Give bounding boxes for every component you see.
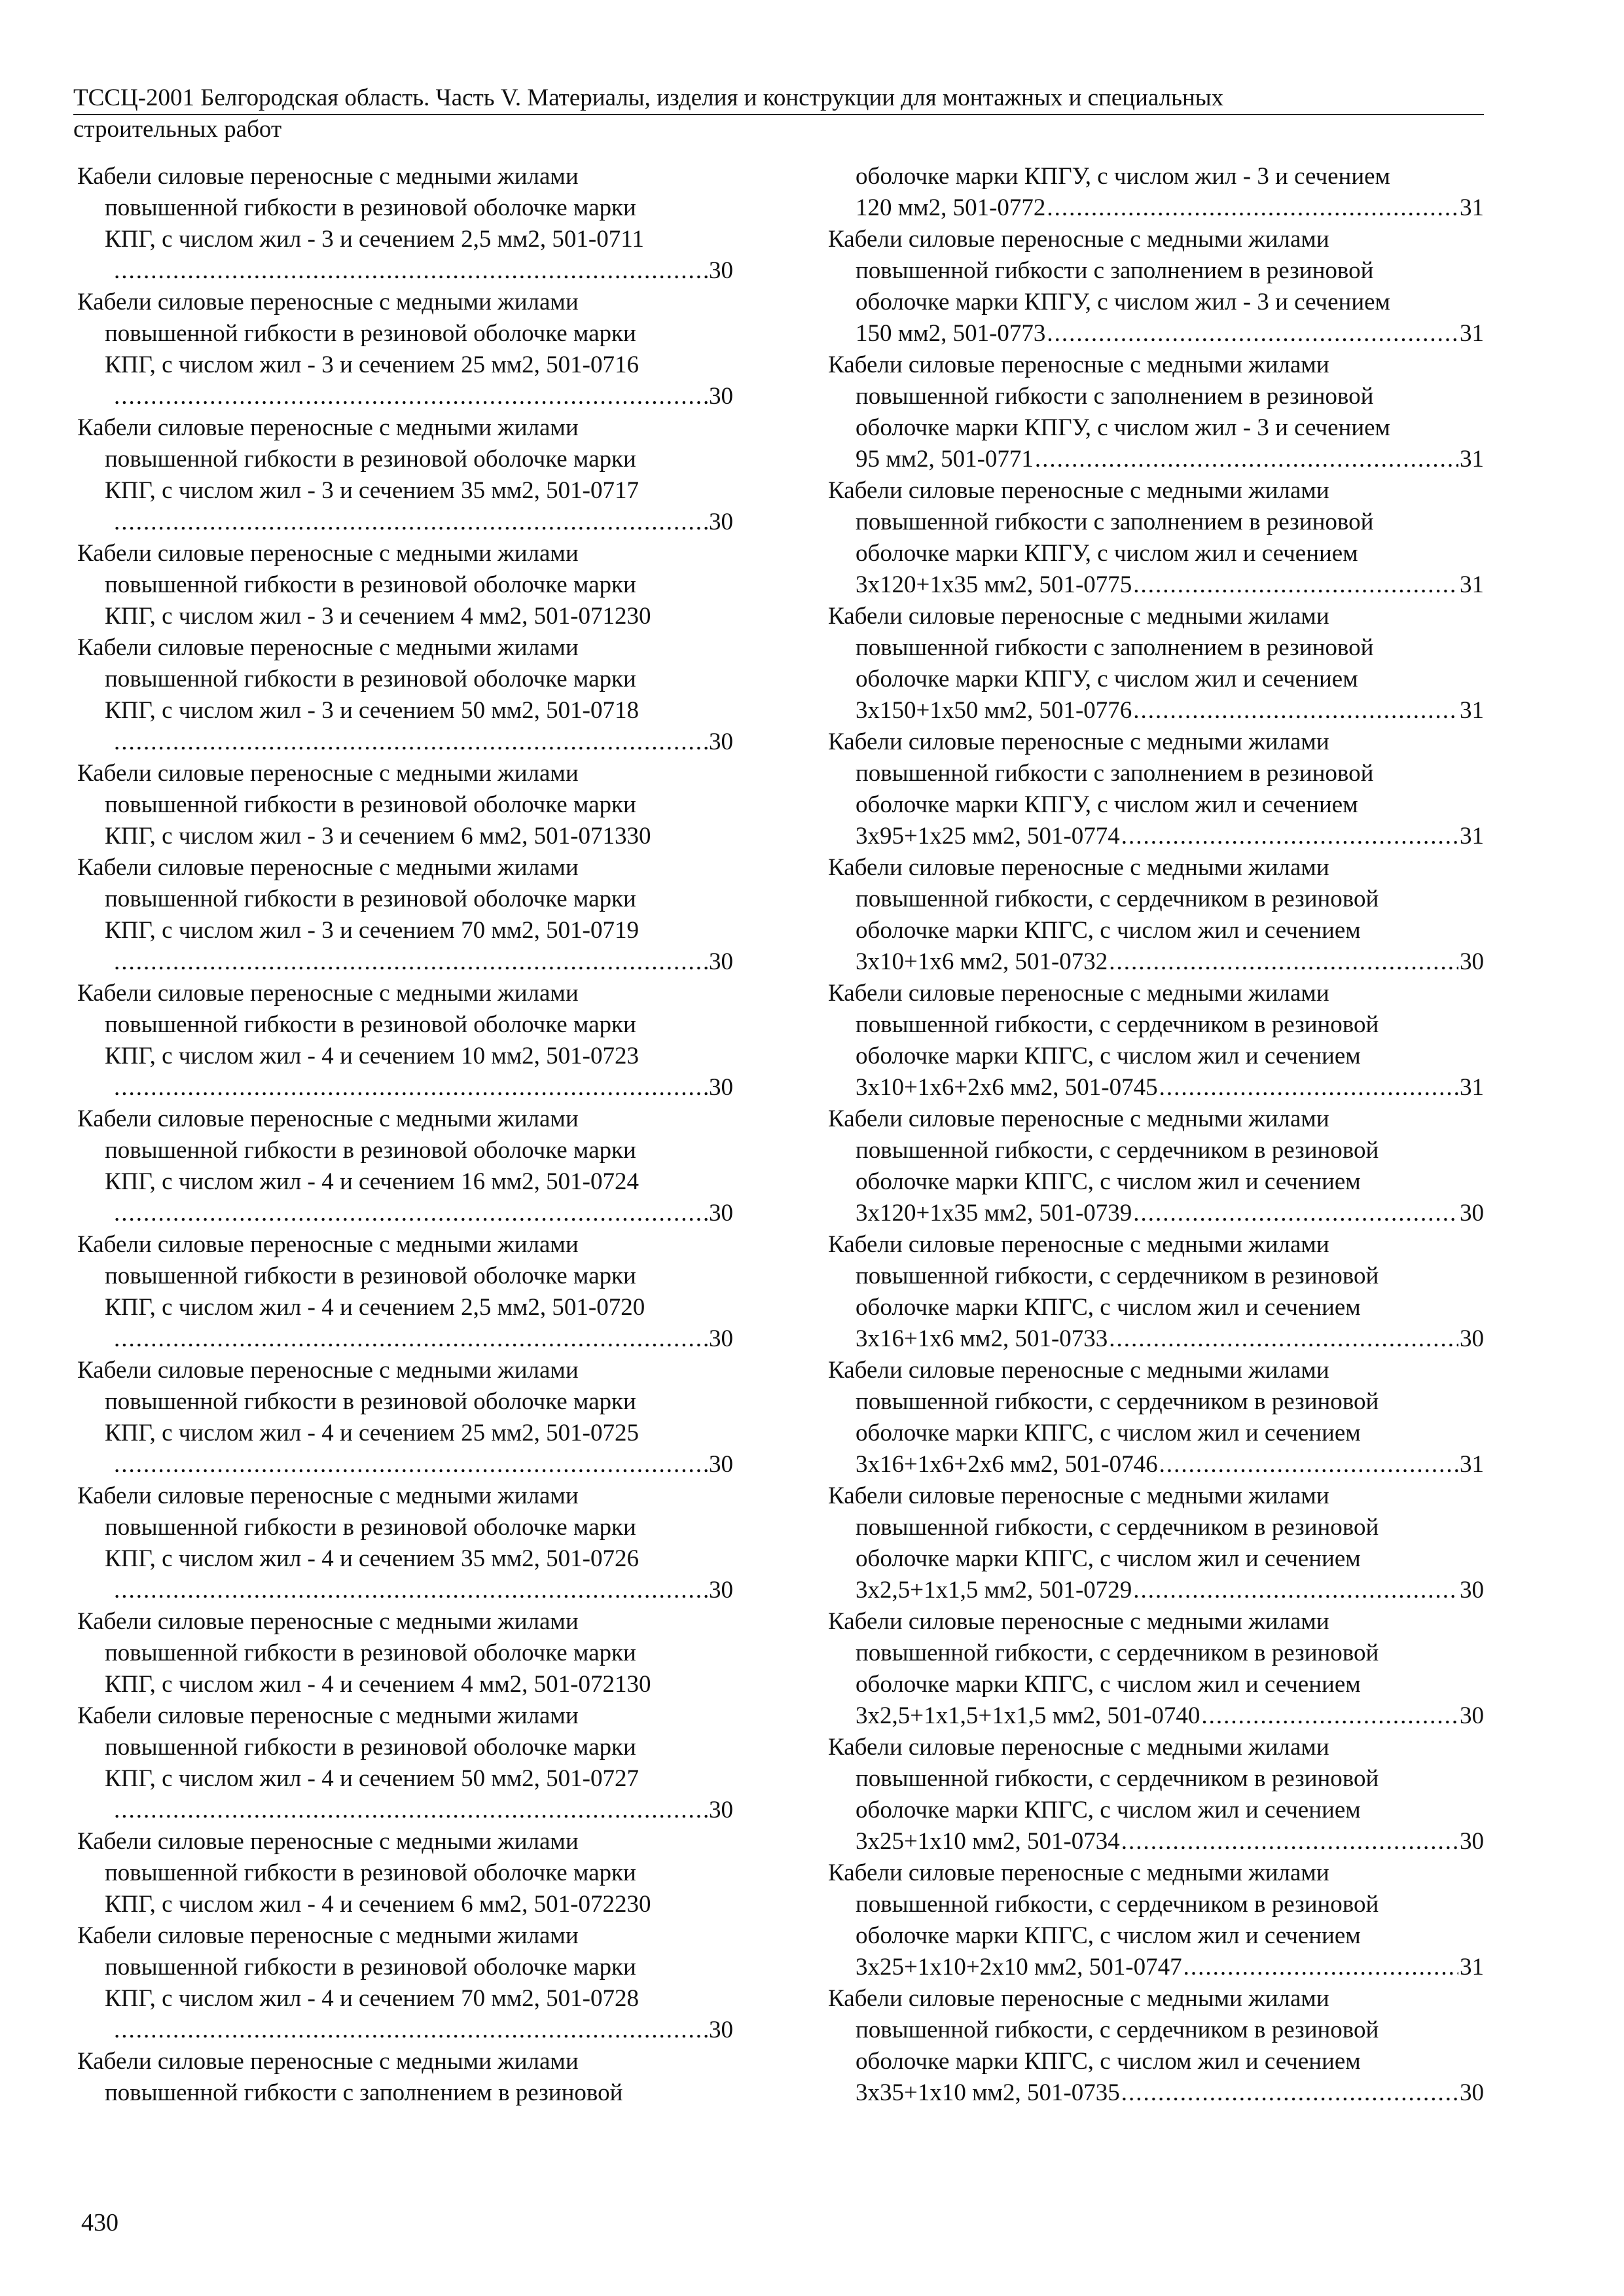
- entry-text-line: КПГ, с числом жил - 4 и сечением 25 мм2, 501-0725: [105, 1420, 639, 1446]
- dot-leader: [1109, 946, 1458, 978]
- entry-text-line: повышенной гибкости в резиновой оболочке марки: [105, 446, 636, 473]
- entry-leader-line: [828, 1449, 1484, 1480]
- index-entry: [77, 287, 733, 412]
- index-entry: [77, 1103, 733, 1229]
- entry-text-line: повышенной гибкости в резиновой оболочке марки: [105, 571, 636, 598]
- dot-leader: [114, 1575, 708, 1606]
- entry-text-line: 95 мм2, 501-0771: [856, 446, 1034, 473]
- entry-page-number: 30: [709, 383, 733, 410]
- index-entry: [77, 852, 733, 978]
- index-entry: [828, 1983, 1484, 2109]
- index-entry: [828, 978, 1484, 1103]
- entry-text-line: повышенной гибкости в резиновой оболочке марки: [105, 1514, 636, 1541]
- dot-leader: [1121, 821, 1458, 852]
- entry-text-line: Кабели силовые переносные с медными жилами: [77, 1357, 579, 1384]
- entry-text-line: 3х25+1х10+2х10 мм2, 501-0747: [856, 1954, 1182, 1981]
- header-title-line-2: строительных работ: [73, 116, 282, 143]
- index-entry: [77, 412, 733, 538]
- dot-leader: [1121, 1826, 1458, 1857]
- entry-text-line: 120 мм2, 501-0772: [856, 194, 1046, 221]
- entry-text-line: Кабели силовые переносные с медными жилами: [77, 163, 579, 190]
- index-entry: [77, 1229, 733, 1355]
- entry-leader-line: [77, 1795, 733, 1826]
- index-entry: [828, 1480, 1484, 1606]
- entry-leader-line: [828, 1952, 1484, 1983]
- entry-page-number: 30: [709, 1200, 733, 1227]
- entry-text-line: оболочке марки КПГС, с числом жил и сечением: [856, 1797, 1361, 1823]
- dot-leader: [1183, 1952, 1458, 1983]
- entry-text-line: Кабели силовые переносные с медными жилами: [77, 980, 579, 1007]
- page-number: 430: [81, 2209, 118, 2236]
- entry-text-line: оболочке марки КПГУ, с числом жил и сечением: [856, 540, 1358, 567]
- entry-text-line: оболочке марки КПГУ, с числом жил - 3 и сечением: [856, 289, 1390, 315]
- entry-text-line: оболочке марки КПГС, с числом жил и сечением: [856, 1671, 1361, 1698]
- entry-text-line: Кабели силовые переносные с медными жилами: [77, 289, 579, 315]
- entry-text-line: КПГ, с числом жил - 4 и сечением 6 мм2, 501-072230: [105, 1891, 651, 1918]
- index-entry: [828, 1103, 1484, 1229]
- entry-leader-line: [828, 1198, 1484, 1229]
- entry-text-line: повышенной гибкости с заполнением в резиновой: [105, 2079, 623, 2106]
- index-entry: [77, 1606, 733, 1700]
- entry-text-line: КПГ, с числом жил - 3 и сечением 2,5 мм2, 501-0711: [105, 226, 644, 253]
- entry-text-line: повышенной гибкости, с сердечником в резиновой: [856, 1011, 1379, 1038]
- index-entry: [828, 224, 1484, 350]
- entry-text-line: повышенной гибкости в резиновой оболочке марки: [105, 1859, 636, 1886]
- entry-text-line: Кабели силовые переносные с медными жилами: [828, 1985, 1329, 2012]
- entry-text-line: 3х150+1х50 мм2, 501-0776: [856, 697, 1132, 724]
- dot-leader: [114, 1198, 708, 1229]
- entry-page-number: 30: [709, 1451, 733, 1478]
- entry-text-line: оболочке марки КПГС, с числом жил и сечением: [856, 2048, 1361, 2075]
- entry-text-line: повышенной гибкости с заполнением в резиновой: [856, 509, 1374, 535]
- entry-text-line: повышенной гибкости, с сердечником в резиновой: [856, 1765, 1379, 1792]
- entry-text-line: Кабели силовые переносные с медными жилами: [77, 634, 579, 661]
- entry-leader-line: [77, 726, 733, 758]
- entry-text-line: повышенной гибкости с заполнением в резиновой: [856, 760, 1374, 787]
- entry-page-number: 30: [1460, 2079, 1484, 2106]
- dot-leader: [114, 1323, 708, 1355]
- index-entry: [77, 538, 733, 632]
- entry-leader-line: [77, 1449, 733, 1480]
- index-entry: [828, 350, 1484, 475]
- entry-text-line: 3х120+1х35 мм2, 501-0739: [856, 1200, 1132, 1227]
- dot-leader: [114, 2015, 708, 2046]
- entry-text-line: повышенной гибкости, с сердечником в резиновой: [856, 1640, 1379, 1666]
- dot-leader: [1133, 1198, 1458, 1229]
- index-entry: [828, 852, 1484, 978]
- dot-leader: [1121, 2077, 1458, 2109]
- entry-text-line: Кабели силовые переносные с медными жилами: [77, 414, 579, 441]
- entry-page-number: 30: [709, 728, 733, 755]
- entry-leader-line: [77, 381, 733, 412]
- index-entry: [828, 726, 1484, 852]
- entry-leader-line: [828, 821, 1484, 852]
- index-entry: [77, 632, 733, 758]
- entry-page-number: 31: [1460, 697, 1484, 724]
- dot-leader: [114, 726, 708, 758]
- dot-leader: [1047, 192, 1458, 224]
- entry-text-line: 3х35+1х10 мм2, 501-0735: [856, 2079, 1120, 2106]
- entry-text-line: оболочке марки КПГС, с числом жил и сечением: [856, 1545, 1361, 1572]
- index-entry: [828, 1229, 1484, 1355]
- entry-text-line: Кабели силовые переносные с медными жилами: [77, 760, 579, 787]
- entry-text-line: КПГ, с числом жил - 3 и сечением 70 мм2, 501-0719: [105, 917, 639, 944]
- index-entry: [77, 1355, 733, 1480]
- entry-text-line: повышенной гибкости, с сердечником в резиновой: [856, 1891, 1379, 1918]
- index-entry: [77, 978, 733, 1103]
- dot-leader: [1159, 1449, 1458, 1480]
- entry-text-line: Кабели силовые переносные с медными жилами: [77, 1702, 579, 1729]
- entry-leader-line: [828, 569, 1484, 601]
- entry-page-number: 30: [709, 948, 733, 975]
- entry-text-line: Кабели силовые переносные с медными жилами: [77, 1828, 579, 1855]
- entry-text-line: повышенной гибкости с заполнением в резиновой: [856, 383, 1374, 410]
- entry-page-number: 30: [709, 1577, 733, 1604]
- index-entry: [828, 161, 1484, 224]
- entry-text-line: повышенной гибкости в резиновой оболочке марки: [105, 1954, 636, 1981]
- entry-text-line: КПГ, с числом жил - 3 и сечением 35 мм2, 501-0717: [105, 477, 639, 504]
- dot-leader: [1035, 444, 1458, 475]
- entry-leader-line: [828, 318, 1484, 350]
- entry-page-number: 30: [1460, 1200, 1484, 1227]
- entry-text-line: повышенной гибкости с заполнением в резиновой: [856, 257, 1374, 284]
- dot-leader: [114, 1449, 708, 1480]
- entry-text-line: Кабели силовые переносные с медными жилами: [77, 854, 579, 881]
- entry-text-line: повышенной гибкости, с сердечником в резиновой: [856, 1137, 1379, 1164]
- dot-leader: [114, 1795, 708, 1826]
- entry-text-line: повышенной гибкости в резиновой оболочке марки: [105, 1263, 636, 1289]
- entry-text-line: Кабели силовые переносные с медными жилами: [828, 226, 1329, 253]
- dot-leader: [1159, 1072, 1458, 1103]
- entry-leader-line: [828, 695, 1484, 726]
- dot-leader: [1133, 1575, 1458, 1606]
- entry-page-number: 30: [1460, 1702, 1484, 1729]
- entry-page-number: 30: [709, 1797, 733, 1823]
- index-entry: [828, 1732, 1484, 1857]
- entry-text-line: 150 мм2, 501-0773: [856, 320, 1046, 347]
- entry-text-line: Кабели силовые переносные с медными жилами: [77, 1231, 579, 1258]
- entry-text-line: КПГ, с числом жил - 3 и сечением 25 мм2, 501-0716: [105, 351, 639, 378]
- entry-text-line: оболочке марки КПГУ, с числом жил - 3 и сечением: [856, 414, 1390, 441]
- entry-text-line: 3х2,5+1х1,5 мм2, 501-0729: [856, 1577, 1132, 1604]
- entry-text-line: Кабели силовые переносные с медными жилами: [828, 1105, 1329, 1132]
- dot-leader: [114, 255, 708, 287]
- index-entry: [77, 758, 733, 852]
- entry-text-line: оболочке марки КПГС, с числом жил и сечением: [856, 1043, 1361, 1069]
- entry-page-number: 30: [1460, 1577, 1484, 1604]
- entry-page-number: 31: [1460, 1954, 1484, 1981]
- entry-page-number: 31: [1460, 320, 1484, 347]
- entry-text-line: оболочке марки КПГС, с числом жил и сечением: [856, 1294, 1361, 1321]
- entry-text-line: Кабели силовые переносные с медными жилами: [828, 1608, 1329, 1635]
- entry-text-line: Кабели силовые переносные с медными жилами: [77, 1922, 579, 1949]
- entry-leader-line: [828, 1575, 1484, 1606]
- entry-page-number: 30: [709, 2017, 733, 2043]
- index-entry: [77, 1700, 733, 1826]
- entry-text-line: повышенной гибкости, с сердечником в резиновой: [856, 1388, 1379, 1415]
- entry-text-line: повышенной гибкости, с сердечником в резиновой: [856, 886, 1379, 912]
- entry-text-line: 3х10+1х6 мм2, 501-0732: [856, 948, 1108, 975]
- entry-leader-line: [77, 507, 733, 538]
- entry-text-line: КПГ, с числом жил - 4 и сечением 16 мм2, 501-0724: [105, 1168, 639, 1195]
- entry-leader-line: [828, 1072, 1484, 1103]
- entry-text-line: 3х120+1х35 мм2, 501-0775: [856, 571, 1132, 598]
- entry-page-number: 30: [1460, 1325, 1484, 1352]
- index-column-left: [77, 161, 733, 2109]
- entry-leader-line: [77, 1198, 733, 1229]
- entry-text-line: Кабели силовые переносные с медными жилами: [828, 1357, 1329, 1384]
- entry-text-line: повышенной гибкости в резиновой оболочке марки: [105, 1640, 636, 1666]
- entry-page-number: 31: [1460, 446, 1484, 473]
- entry-text-line: повышенной гибкости, с сердечником в резиновой: [856, 1263, 1379, 1289]
- entry-text-line: 3х95+1х25 мм2, 501-0774: [856, 823, 1120, 850]
- entry-text-line: оболочке марки КПГС, с числом жил и сечением: [856, 1922, 1361, 1949]
- entry-text-line: повышенной гибкости в резиновой оболочке марки: [105, 320, 636, 347]
- dot-leader: [114, 946, 708, 978]
- dot-leader: [114, 1072, 708, 1103]
- dot-leader: [1047, 318, 1458, 350]
- entry-text-line: Кабели силовые переносные с медными жилами: [828, 728, 1329, 755]
- entry-leader-line: [77, 946, 733, 978]
- entry-text-line: оболочке марки КПГУ, с числом жил - 3 и сечением: [856, 163, 1390, 190]
- entry-text-line: КПГ, с числом жил - 3 и сечением 50 мм2, 501-0718: [105, 697, 639, 724]
- entry-leader-line: [77, 1072, 733, 1103]
- header-title-line-1: ТССЦ-2001 Белгородская область. Часть V. Материалы, изделия и конструкции для монтажных и специальных: [73, 84, 1484, 115]
- entry-text-line: Кабели силовые переносные с медными жилами: [828, 603, 1329, 630]
- entry-leader-line: [828, 2077, 1484, 2109]
- entry-text-line: повышенной гибкости в резиновой оболочке марки: [105, 194, 636, 221]
- entry-text-line: Кабели силовые переносные с медными жилами: [828, 1231, 1329, 1258]
- dot-leader: [114, 507, 708, 538]
- entry-text-line: Кабели силовые переносные с медными жилами: [828, 1482, 1329, 1509]
- entry-text-line: оболочке марки КПГС, с числом жил и сечением: [856, 1420, 1361, 1446]
- entry-text-line: Кабели силовые переносные с медными жилами: [77, 1105, 579, 1132]
- entry-text-line: 3х16+1х6 мм2, 501-0733: [856, 1325, 1108, 1352]
- index-entry: [828, 1606, 1484, 1732]
- index-entry: [77, 1920, 733, 2046]
- entry-leader-line: [828, 946, 1484, 978]
- entry-text-line: повышенной гибкости в резиновой оболочке марки: [105, 1137, 636, 1164]
- index-entry: [828, 475, 1484, 601]
- entry-text-line: Кабели силовые переносные с медными жилами: [828, 980, 1329, 1007]
- entry-leader-line: [77, 255, 733, 287]
- dot-leader: [1133, 569, 1458, 601]
- dot-leader: [114, 381, 708, 412]
- entry-text-line: 3х10+1х6+2х6 мм2, 501-0745: [856, 1074, 1158, 1101]
- index-entry: [77, 161, 733, 287]
- entry-text-line: оболочке марки КПГС, с числом жил и сечением: [856, 1168, 1361, 1195]
- dot-leader: [1109, 1323, 1458, 1355]
- entry-leader-line: [828, 1826, 1484, 1857]
- entry-page-number: 31: [1460, 1451, 1484, 1478]
- index-entry: [828, 1355, 1484, 1480]
- entry-text-line: повышенной гибкости в резиновой оболочке марки: [105, 886, 636, 912]
- entry-text-line: 3х25+1х10 мм2, 501-0734: [856, 1828, 1120, 1855]
- entry-leader-line: [77, 1323, 733, 1355]
- entry-page-number: 31: [1460, 571, 1484, 598]
- entry-leader-line: [828, 1700, 1484, 1732]
- entry-page-number: 31: [1460, 823, 1484, 850]
- entry-text-line: КПГ, с числом жил - 4 и сечением 4 мм2, 501-072130: [105, 1671, 651, 1698]
- entry-text-line: Кабели силовые переносные с медными жилами: [77, 540, 579, 567]
- entry-text-line: Кабели силовые переносные с медными жилами: [828, 351, 1329, 378]
- entry-page-number: 30: [709, 1325, 733, 1352]
- index-entry: [77, 2046, 733, 2109]
- entry-text-line: КПГ, с числом жил - 4 и сечением 2,5 мм2, 501-0720: [105, 1294, 645, 1321]
- entry-text-line: повышенной гибкости, с сердечником в резиновой: [856, 2017, 1379, 2043]
- entry-text-line: повышенной гибкости, с сердечником в резиновой: [856, 1514, 1379, 1541]
- entry-text-line: повышенной гибкости в резиновой оболочке марки: [105, 1011, 636, 1038]
- entry-text-line: КПГ, с числом жил - 4 и сечением 10 мм2, 501-0723: [105, 1043, 639, 1069]
- entry-text-line: повышенной гибкости в резиновой оболочке марки: [105, 1388, 636, 1415]
- entry-page-number: 30: [709, 1074, 733, 1101]
- entry-text-line: оболочке марки КПГС, с числом жил и сечением: [856, 917, 1361, 944]
- entry-text-line: Кабели силовые переносные с медными жилами: [828, 477, 1329, 504]
- index-entry: [828, 601, 1484, 726]
- entry-leader-line: [77, 1575, 733, 1606]
- entry-text-line: КПГ, с числом жил - 3 и сечением 6 мм2, 501-071330: [105, 823, 651, 850]
- entry-text-line: оболочке марки КПГУ, с числом жил и сечением: [856, 666, 1358, 692]
- entry-page-number: 31: [1460, 194, 1484, 221]
- entry-text-line: Кабели силовые переносные с медными жилами: [77, 1482, 579, 1509]
- entry-text-line: КПГ, с числом жил - 4 и сечением 50 мм2, 501-0727: [105, 1765, 639, 1792]
- entry-page-number: 30: [1460, 948, 1484, 975]
- entry-text-line: повышенной гибкости в резиновой оболочке марки: [105, 1734, 636, 1761]
- entry-text-line: Кабели силовые переносные с медными жилами: [77, 2048, 579, 2075]
- entry-page-number: 30: [1460, 1828, 1484, 1855]
- entry-text-line: КПГ, с числом жил - 4 и сечением 35 мм2, 501-0726: [105, 1545, 639, 1572]
- index-column-right: [828, 161, 1484, 2109]
- running-header: [73, 84, 1484, 144]
- entry-page-number: 31: [1460, 1074, 1484, 1101]
- entry-leader-line: [828, 1323, 1484, 1355]
- entry-text-line: Кабели силовые переносные с медными жилами: [828, 1859, 1329, 1886]
- entry-text-line: Кабели силовые переносные с медными жилами: [77, 1608, 579, 1635]
- entry-text-line: 3х16+1х6+2х6 мм2, 501-0746: [856, 1451, 1158, 1478]
- entry-page-number: 30: [709, 509, 733, 535]
- entry-text-line: 3х2,5+1х1,5+1х1,5 мм2, 501-0740: [856, 1702, 1200, 1729]
- entry-leader-line: [828, 444, 1484, 475]
- dot-leader: [1133, 695, 1458, 726]
- entry-text-line: повышенной гибкости с заполнением в резиновой: [856, 634, 1374, 661]
- entry-text-line: повышенной гибкости в резиновой оболочке марки: [105, 791, 636, 818]
- index-entry: [77, 1826, 733, 1920]
- index-entry: [77, 1480, 733, 1606]
- entry-page-number: 30: [709, 257, 733, 284]
- entry-text-line: оболочке марки КПГУ, с числом жил и сечением: [856, 791, 1358, 818]
- index-entry: [828, 1857, 1484, 1983]
- dot-leader: [1201, 1700, 1458, 1732]
- entry-text-line: Кабели силовые переносные с медными жилами: [828, 854, 1329, 881]
- entry-text-line: КПГ, с числом жил - 3 и сечением 4 мм2, 501-071230: [105, 603, 651, 630]
- entry-text-line: Кабели силовые переносные с медными жилами: [828, 1734, 1329, 1761]
- entry-text-line: повышенной гибкости в резиновой оболочке марки: [105, 666, 636, 692]
- entry-leader-line: [828, 192, 1484, 224]
- entry-leader-line: [77, 2015, 733, 2046]
- entry-text-line: КПГ, с числом жил - 4 и сечением 70 мм2, 501-0728: [105, 1985, 639, 2012]
